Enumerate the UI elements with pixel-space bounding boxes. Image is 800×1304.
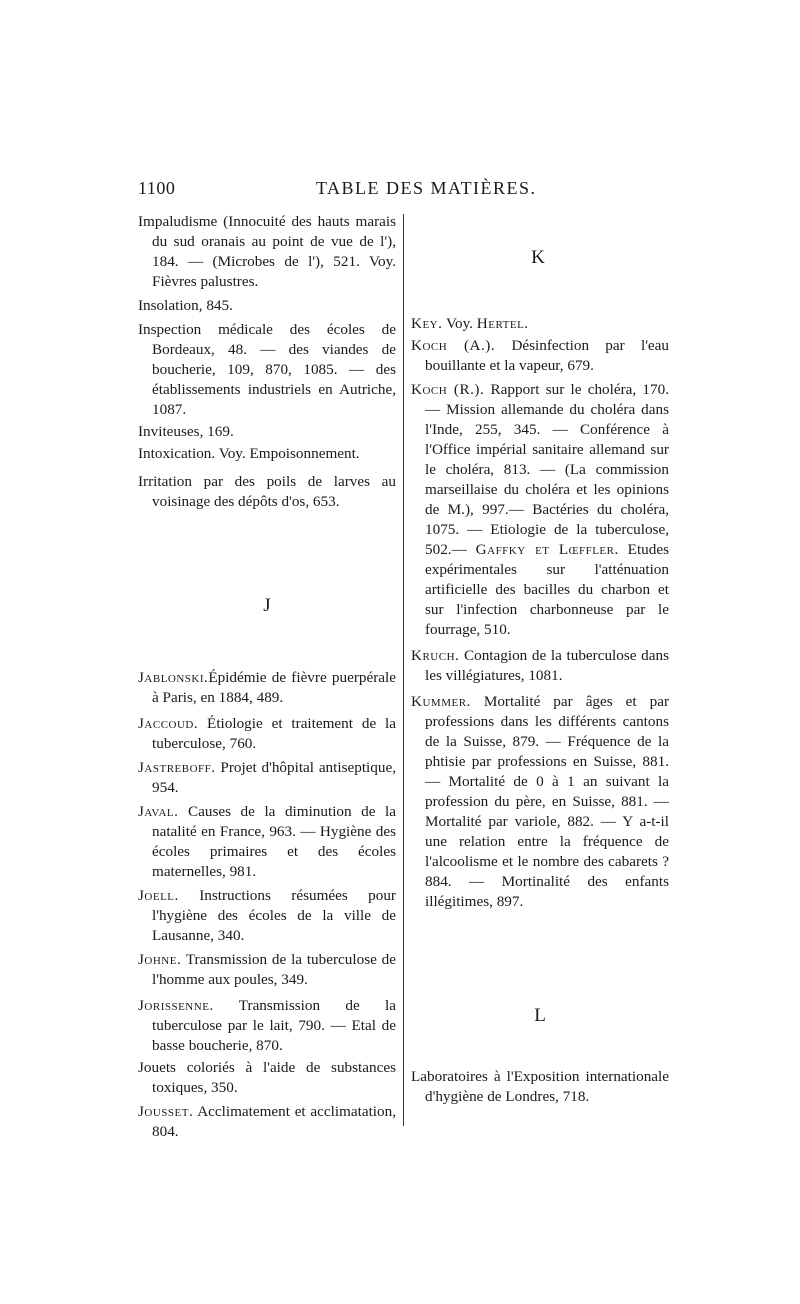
author-name: Joell. [138, 887, 179, 904]
author-name: Jorissenne. [138, 997, 214, 1014]
author-name: Kruch. [411, 647, 460, 664]
index-entry: Impaludisme (Innocuité des hauts marais du sud oranais au point de vue de l'), 184. — (Microbes de l'), 521. Voy. Fièvres palustres. [138, 213, 396, 290]
index-entry: Laboratoires à l'Exposition internationale d'hygiène de Londres, 718. [411, 1068, 669, 1105]
entry-text: Contagion de la tuberculose dans les villégiatures, 1081. [425, 647, 670, 684]
entry-text: Instructions résumées pour l'hygiène des écoles de la ville de Lausanne, 340. [152, 887, 396, 944]
index-entry [138, 668, 396, 708]
index-entry [411, 336, 669, 376]
index-entry [138, 714, 396, 754]
entry-text: Désinfection par l'eau bouillante et la vapeur, 679. [425, 337, 670, 374]
entry-text: Étiologie et traitement de la tuberculose, 760. [152, 715, 397, 752]
index-entry [411, 692, 669, 912]
entry-text: Jouets coloriés à l'aide de substances toxiques, 350. [138, 1059, 396, 1096]
entry-text: Mortalité par âges et par professions dans les différents cantons de la Suisse, 879. — Fréquence de la phtisie par professions en Suisse, 881. — Mortalité de 0 à 1 an suivant la profession du père, en Suisse, 881. — Mortalité par variole, 882. — Y a-t-il une relation entre la fréquence de l'alcoolisme et le nombre des cabarets ? 884. — Mortinalité des enfants illégitimes, 897. [425, 693, 669, 910]
index-entry [138, 996, 396, 1056]
author-name: Koch (R.). [411, 381, 485, 398]
left-column [138, 212, 396, 512]
column-divider [403, 214, 404, 1126]
entry-text: Rapport sur le choléra, 170. — Mission allemande du choléra dans l'Inde, 255, 345. — Conférence à l'Office impérial sanitaire allemand sur le choléra, 813. — (La commission marseillaise du choléra et les opinions de M.), 997.— Bactéries du choléra, 1075. — Etiologie de la tuberculose, 502.— [425, 381, 670, 558]
index-entry [138, 1102, 396, 1142]
index-entry: Insolation, 845. [138, 297, 233, 314]
index-entry [138, 1058, 396, 1098]
right-column-k [411, 314, 669, 912]
index-entry [411, 314, 669, 334]
index-entry: Inviteuses, 169. [138, 423, 234, 440]
author-name: Key. [411, 315, 443, 332]
running-title: TABLE DES MATIÈRES. [316, 178, 537, 198]
section-letter-k: K [531, 247, 545, 268]
entry-text: Causes de la diminution de la natalité en France, 963. — Hygiène des écoles primaires et des écoles maternelles, 981. [152, 803, 396, 880]
entry-text: Épidémie de fièvre puerpérale à Paris, en 1884, 489. [152, 669, 396, 706]
author-name: Johne. [138, 951, 182, 968]
author-name: Jaccoud. [138, 715, 199, 732]
author-name: Javal. [138, 803, 179, 820]
index-entry: Irritation par des poils de larves au voisinage des dépôts d'os, 653. [138, 473, 396, 510]
index-entry [411, 380, 669, 640]
page-header [138, 178, 678, 202]
section-letter-j: J [263, 595, 271, 616]
entry-text: Transmission de la tuberculose par le lait, 790. — Etal de basse boucherie, 870. [152, 997, 396, 1054]
index-entry [138, 758, 396, 798]
right-column-l [411, 1067, 669, 1107]
entry-text: Voy. [445, 315, 477, 332]
index-entry [138, 950, 396, 990]
section-letter-l: L [534, 1005, 546, 1026]
cross-reference: Gaffky et Lœffler. [475, 541, 619, 558]
entry-text: Etudes expérimentales sur l'atténuation artificielle des bacilles du charbon et sur l'infection charbonneuse par le fourrage, 510. [425, 541, 670, 638]
index-entry [138, 886, 396, 946]
page-number: 1100 [138, 178, 176, 198]
author-name: Kummer. [411, 693, 471, 710]
index-entry: Inspection médicale des écoles de Bordeaux, 48. — des viandes de boucherie, 109, 870, 1085. — des établissements industriels en Autriche, 1087. [138, 321, 396, 418]
author-name: Jablonski. [138, 669, 209, 686]
index-entry [138, 802, 396, 882]
author-name: Jousset. [138, 1103, 194, 1120]
left-column-j [138, 668, 396, 1142]
index-entry [411, 646, 669, 686]
entry-text: Transmission de la tuberculose de l'homme aux poules, 349. [152, 951, 396, 988]
entry-text: Acclimatement et acclimatation, 804. [152, 1103, 396, 1140]
author-name: Koch (A.). [411, 337, 496, 354]
author-name: Jastreboff. [138, 759, 216, 776]
index-entry: Intoxication. Voy. Empoisonnement. [138, 445, 360, 462]
cross-reference: Hertel. [476, 315, 529, 332]
entry-text: Projet d'hôpital antiseptique, 954. [152, 759, 396, 796]
